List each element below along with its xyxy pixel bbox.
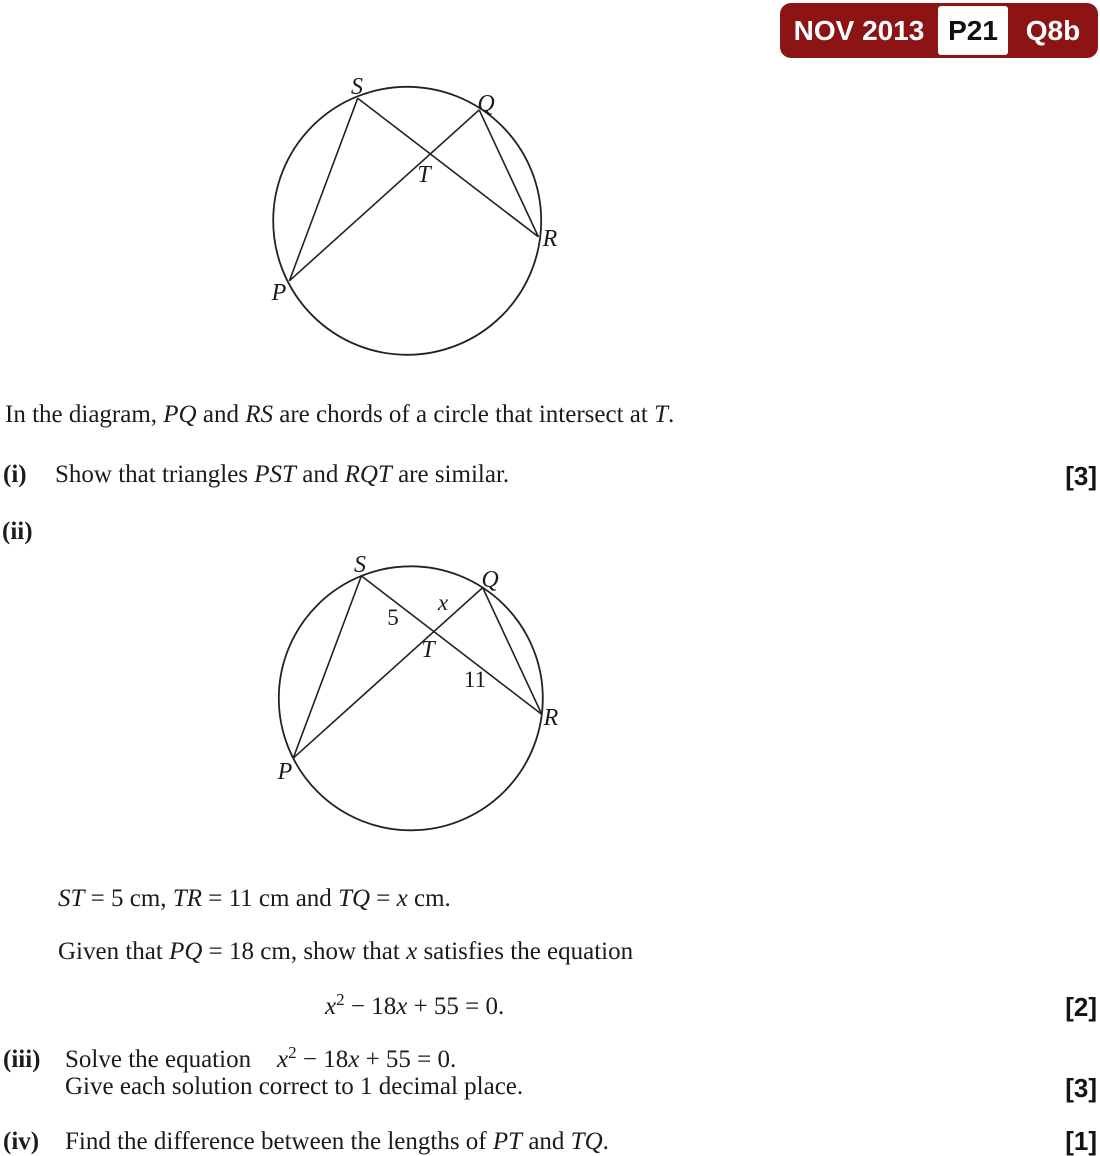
- part-iii-equation: $x^2 - 18x + 55 = 0$.: [277, 1043, 457, 1073]
- point-label-r: R: [542, 226, 558, 252]
- part-i-number: (i): [3, 461, 27, 488]
- part-iv-number: (iv): [3, 1128, 40, 1155]
- intro-sentence: [0, 400, 1100, 430]
- length-label-st: 5: [387, 605, 399, 630]
- segment-ps: [293, 576, 361, 758]
- part-i-line: [0, 460, 1100, 490]
- point-label-p: P: [271, 280, 287, 306]
- part-i-text: Show that triangles PST and RQT are similar.: [55, 461, 510, 488]
- chord-sr: [361, 576, 541, 715]
- badge-session: NOV 2013: [793, 14, 925, 46]
- part-iii-marks: [3]: [1065, 1073, 1097, 1103]
- badge-paper: P21: [938, 6, 1008, 55]
- given-text: Given that PQ = 18 cm, show that x satisfies the equation: [58, 938, 634, 965]
- segment-qr: [483, 588, 542, 715]
- equation-marks: [2]: [1065, 992, 1097, 1022]
- part-iv-text: Find the difference between the lengths of PT and TQ.: [65, 1128, 609, 1155]
- intro-text: In the diagram, PQ and RS are chords of a circle that intersect at T.: [5, 401, 675, 428]
- part-ii-line: [0, 517, 1100, 547]
- length-label-tq: x: [437, 590, 449, 615]
- segment-qr: [479, 110, 538, 237]
- part-i-marks: [3]: [1065, 461, 1097, 491]
- point-label-r: R: [543, 705, 559, 731]
- point-label-t: T: [421, 637, 435, 663]
- point-label-t: T: [417, 162, 431, 188]
- part-iii-text: Solve the equation: [65, 1046, 252, 1073]
- badge-question: Q8b: [1025, 14, 1081, 46]
- part-iii-line-2: [0, 1072, 1100, 1102]
- part-iii-line: [0, 1045, 1100, 1075]
- chord-pq: [289, 110, 479, 281]
- segment-ps: [289, 98, 357, 281]
- point-label-q: Q: [477, 91, 495, 117]
- header-badge: [780, 3, 1098, 58]
- given-line: [0, 937, 1100, 967]
- part-iv-marks: [1]: [1065, 1126, 1097, 1156]
- circle: [273, 87, 541, 355]
- circle-diagram-2: [270, 555, 570, 845]
- equation-text: $x^2 - 18x + 55 = 0$.: [325, 990, 505, 1020]
- point-label-s: S: [354, 555, 366, 578]
- chord-sr: [358, 98, 539, 237]
- part-iii-number: (iii): [3, 1046, 41, 1073]
- part-ii-number: (ii): [2, 518, 33, 545]
- st-lengths-line: [0, 884, 1100, 914]
- point-label-p: P: [277, 759, 293, 785]
- part-iii-text-2: Give each solution correct to 1 decimal place.: [65, 1073, 524, 1100]
- st-lengths-text: ST = 5 cm, TR = 11 cm and TQ = x cm.: [58, 885, 451, 912]
- circle: [279, 566, 543, 830]
- part-iv-line: [0, 1127, 1100, 1156]
- equation-line: [0, 992, 1100, 1022]
- point-label-s: S: [351, 78, 363, 100]
- length-label-tr: 11: [463, 667, 487, 692]
- circle-diagram-1: [265, 78, 565, 368]
- point-label-q: Q: [481, 567, 499, 593]
